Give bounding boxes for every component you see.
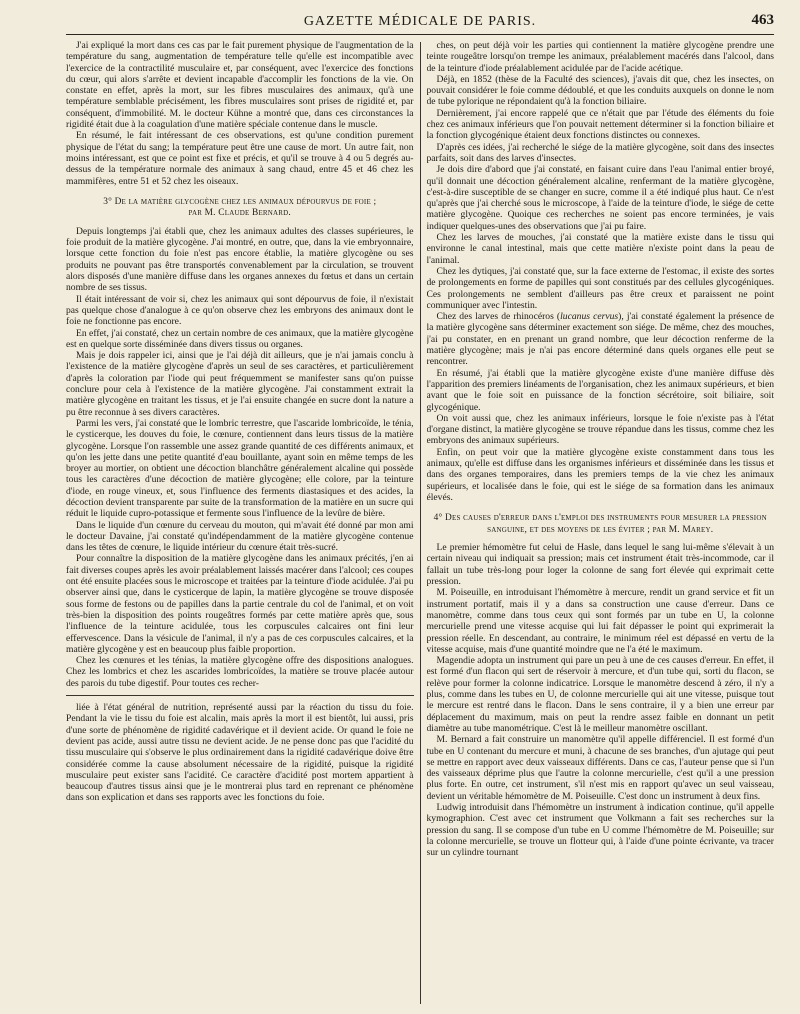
right-column xyxy=(427,40,775,1004)
section-author: par M. Claude Bernard. xyxy=(188,208,291,219)
paragraph: Mais je dois rappeler ici, ainsi que je l'ai déjà dit ailleurs, que je n'ai jamais conclu à l'existence de la matière glycogène d'après un seul de ses caractères, et particulièrement d'après la coloration par l'iode qui peut fréquemment se manifester sans qu'on puisse conclure pour cela à l'existence de la matière glycogène. J'ai constamment extrait la matière glycogène en traitant les tissus, et je l'ai ensuite changée en sucre dont la nature a pu être reconnue à ses divers caractères. xyxy=(66,350,414,418)
running-header xyxy=(66,12,774,35)
paragraph xyxy=(427,311,775,367)
section-heading xyxy=(427,513,775,536)
section-heading xyxy=(66,197,414,220)
text-run: Chez des larves de rhinocéros ( xyxy=(436,311,561,323)
paragraph: Parmi les vers, j'ai constaté que le lombric terrestre, que l'ascaride lombricoïde, le ténia, le cysticerque, les douves du foie, le cœnure, contiennent dans leurs tissus de la matière glycogène. Lorsque l'on rassemble une assez grande quantité de ces différents animaux, et qu'on les jette dans une petite quantité d'eau bouillante, ayant soin en même temps de les broyer au mortier, on obtient une décoction blanchâtre généralement alcaline qui possède tous les caractères d'une décoction de matière glycogène; elle colore, par la teinture d'iode, en rouge vineux, et, sous l'influence des ferments diastasiques et des acides, la décoction devient transparente par suite de la transformation de la matière en un sucre qui réduit le liquide cupro-potassique et fermente sous l'influence de la levûre de bière. xyxy=(66,417,414,520)
text-run: ), j'ai constaté également la présence de la matière glycogène sans déterminer exactement son siége. De même, chez des mouches, j'ai pu constater, en en prenant un grand nombre, que leur décoction renferme de la matière glycogène; mais je n'ai pas encore déterminé dans quels organes elle peut se rencontrer. xyxy=(426,311,774,368)
paragraph: Le premier hémomètre fut celui de Hasle, dans lequel le sang lui-même s'élevait à un certain niveau qui indiquait sa pression; mais cet instrument était très-incommode, car il fallait un tube très-long pour loger la colonne de sang fort élevée qui exprimait cette pression. xyxy=(426,542,774,588)
paragraph: J'ai expliqué la mort dans ces cas par le fait purement physique de l'augmentation de la température du sang, augmentation de température telle qu'elle est incompatible avec l'exercice de la contractilité musculaire et, par conséquent, avec l'exercice des fonctions du cœur, qui alors s'arrête et devient incapable d'accomplir les fonctions de la vie. On constate en effet, après la mort, sur les fibres musculaires des animaux, qu'à une température semblable précisément, les fibres musculaires sont prises de rigidité et, par conséquent, d'immobilité. M. le docteur Kühne a montré que, dans ces circonstances la rigidité était due à la coagulation d'une matière spéciale contenue dans le muscle. xyxy=(66,40,414,131)
paragraph: Magendie adopta un instrument qui pare un peu à une de ces causes d'erreur. En effet, il est formé d'un flacon qui sert de réservoir à mercure, et d'un tube qui, sorti du flacon, se relève pour former la colonne indicatrice. Lorsque le manomètre descend à zéro, il n'y a plus, comme dans les tubes en U, de colonne mercurielle qui ait une vitesse, puisque tout le mercure est rentré dans le flacon. Dans le sens contraire, il y a bien une erreur par déplacement du maximum, mais on peut la rendre assez faible en donnant un petit diamètre au tube manométrique. C'est là le meilleur manomètre oscillant. xyxy=(426,655,774,734)
column-divider xyxy=(420,42,421,1004)
paragraph: Il était intéressant de voir si, chez les animaux qui sont dépourvus de foie, il n'existait pas quelque chose d'analogue à ce qu'on observe chez les embryons des animaux dont le foie ne fonctionne pas encore. xyxy=(66,293,414,328)
paragraph: Pour connaître la disposition de la matière glycogène dans les animaux précités, j'en ai fait diverses coupes après les avoir préalablement laissés macérer dans l'alcool; ces coupes ont été ensuite placées sous le microscope et traitées par la teinture d'iode acidulée. J'ai pu observer ainsi que, dans le cysticerque de lapin, la matière glycogène se trouve disposée sous forme de festons ou de papilles dans la partie centrale du col de l'animal, et on voit très-bien la disposition des points rougeâtres formés par cette matière après que, sous l'influence de la teinture acidulée, tous les corpuscules calcaires ont fini leur effervescence. Dans la vésicule de l'animal, il n'y a pas de ces corpuscules calcaires, et la matière glycogène y est en beaucoup plus faible proportion. xyxy=(66,553,414,655)
paragraph: Depuis longtemps j'ai établi que, chez les animaux adultes des classes supérieures, le foie produit de la matière glycogène. J'ai montré, en outre, que, dans la vie embryonnaire, lorsque cette fonction du foie n'est pas encore établie, la matière glycogène ou ses produits ne pouvant pas être transportés convenablement par la circulation, se trouvent alors disposés d'une manière diffuse dans les organes annexes du fœtus et dans un certain nombre de ses tissus. xyxy=(66,225,414,294)
paragraph: Chez les cœnures et les ténias, la matière glycogène offre des dispositions analogues. Chez les lombrics et chez les ascarides lombricoïdes, la matière se trouve placée autour des parois du tube digestif. Pour toutes ces recher- xyxy=(66,655,414,689)
two-column-body xyxy=(66,40,774,1004)
footnote-divider xyxy=(66,695,414,696)
paragraph: En résumé, j'ai établi que la matière glycogène existe d'une manière diffuse dès l'apparition des premiers linéaments de l'organisation, chez les animaux supérieurs, et bien avant que le foie soit en puissance de la fonction sécrétoire, soit biliaire, soit glycogénique. xyxy=(426,367,774,413)
section-title: 3° De la matière glycogène chez les animaux dépourvus de foie ; xyxy=(103,196,377,207)
paragraph: Enfin, on peut voir que la matière glycogène existe constamment dans tous les animaux, qu'elle est diffuse dans les organismes inférieurs et disséminée dans les tissus et dans des organes temporaires, dans les premiers temps de la vie chez les animaux supérieurs, et localisée dans le foie, qui est le siége de sa formation dans les animaux élevés. xyxy=(426,446,774,503)
paragraph: Chez les dytiques, j'ai constaté que, sur la face externe de l'estomac, il existe des sortes de prolongements en forme de papilles qui sont constitués par des cellules glycogéniques. Ces prolongements ne semblent d'ailleurs pas être creux et paraissent ne point communiquer avec l'intestin. xyxy=(426,265,774,311)
section-title: 4° Des causes d'erreur dans l'emploi des instruments pour mesurer la pression sanguine, et des moyens de les éviter ; par M. Marey. xyxy=(433,513,767,535)
left-column xyxy=(66,40,414,1004)
paragraph: On voit aussi que, chez les animaux inférieurs, lorsque le foie n'existe pas à l'état d'organe distinct, la matière glycogène se trouve répandue dans les tissus, comme chez les embryons des animaux supérieurs. xyxy=(426,412,774,447)
paragraph: En résumé, le fait intéressant de ces observations, est qu'une condition purement physique de l'état du sang; la température peut être une cause de mort. Un autre fait, non moins intéressant, est que ce point est fixe et précis, et qu'il se trouve à 4 ou 5 degrés au-dessus de la température normale des animaux à sang chaud, entre 45 et 46 chez les mammifères, entre 51 et 52 chez les oiseaux. xyxy=(66,130,414,187)
species-name: lucanus cervus xyxy=(560,311,619,323)
footnote: liée à l'état général de nutrition, représenté aussi par la réaction du tissu du foie. Pendant la vie le tissu du foie est alcalin, mais après la mort il est bientôt, lui aussi, pris d'une sorte de phénomène de rigidité cadavérique et il devient acide. Or quand le foie ne devient pas acide, aussi autre tissu ne devient acide. Je ne pense donc pas que l'acidité du tissu musculaire qui s'observe le plus ordinairement dans la rigidité cadavérique doive être considérée comme la cause absolument nécessaire de la rigidité, puisque la rigidité musculaire peut exister sans l'acidité. Ce caractère d'acidité post mortem appartient à beaucoup d'autres tissus ainsi que je le montrerai plus tard en reprenant ce phénomène dans son explication et dans ses rapports avec les fonctions du foie. xyxy=(66,702,414,804)
paragraph: Déjà, en 1852 (thèse de la Faculté des sciences), j'avais dit que, chez les insectes, on pouvait considérer le foie comme dédoublé, et que les conduits auxquels on donne le nom de tube pylorique ne répondaient qu'à la fonction biliaire. xyxy=(426,73,774,108)
paragraph: M. Bernard a fait construire un manomètre qu'il appelle différenciel. Il est formé d'un tube en U contenant du mercure et muni, à chacune de ses branches, d'un ajutage qui peut se mettre en rapport avec deux vaisseaux différents. Dans ce cas, l'auteur pense que si l'un des vaisseaux déprime plus que l'autre la colonne mercurielle, c'est qu'il a une pression plus forte. En outre, cet instrument, s'il n'est mis en rapport qu'avec un seul vaisseau, devient un véritable hémomètre de M. Poiseuille. C'est donc un instrument à deux fins. xyxy=(426,734,774,802)
paragraph: M. Poiseuille, en introduisant l'hémomètre à mercure, rendit un grand service et fit un instrument portatif, mais il y a dans sa construction une cause d'erreur. Dans ce manomètre, comme dans tous ceux qui sont formés par un tube en U, la colonne mercurielle prend une vitesse acquise qui lui fait dépasser le point qui exprimerait la pression réelle. En descendant, au contraire, le minimum réel est dépassé en vertu de la vitesse acquise, mais d'une quantité moindre que ne l'a été le maximum. xyxy=(426,587,774,655)
journal-title: GAZETTE MÉDICALE DE PARIS. xyxy=(303,14,537,29)
paragraph: Je dois dire d'abord que j'ai constaté, en faisant cuire dans l'eau l'animal entier broyé, qu'il donnait une décoction généralement alcaline, renfermant de la matière glycogène, c'est-à-dire susceptible de se changer en sucre, comme il a été indiqué plus haut. Ce n'est qu'après que j'ai cherché sous le microscope, à l'aide de la teinture d'iode, le siége de cette matière glycogène. Quoique ces recherches ne soient pas encore terminées, je vais indiquer quelques-unes des observations que j'ai pu faire. xyxy=(426,164,774,232)
paragraph: Dernièrement, j'ai encore rappelé que ce n'était que par l'étude des éléments du foie chez ces animaux inférieurs que l'on pouvait nettement déterminer si la fonction biliaire et la fonction glycogénique étaient deux fonctions distinctes ou connexes. xyxy=(426,107,774,142)
paragraph: Dans le liquide d'un cœnure du cerveau du mouton, qui m'avait été donné par mon ami le docteur Davaine, j'ai constaté qu'indépendamment de la matière glycogène contenue dans les têtes de cœnure, le liquide intérieur du cœnure était très-sucré. xyxy=(66,519,414,554)
paragraph: ches, on peut déjà voir les parties qui contiennent la matière glycogène prendre une teinte rougeâtre lorsqu'on trempe les animaux, préalablement macérés dans l'alcool, dans de la teinture d'iode préalablement acidulée par de l'acide acétique. xyxy=(426,40,774,74)
paragraph: En effet, j'ai constaté, chez un certain nombre de ces animaux, que la matière glycogène est en quelque sorte disséminée dans divers tissus ou organes. xyxy=(66,327,414,350)
page-number: 463 xyxy=(751,12,774,28)
paragraph: Chez les larves de mouches, j'ai constaté que la matière existe dans le tissu qui environne le canal intestinal, mais que cette matière n'existe point dans la peau de l'animal. xyxy=(426,232,774,266)
paragraph: Ludwig introduisit dans l'hémomètre un instrument à indication continue, qu'il appelle kymographion. C'est avec cet instrument que Volkmann a fait ses recherches sur la pression du sang. Il se compose d'un tube en U comme l'hémomètre de M. Poiseuille; sur la colonne mercurielle, se trouve un flotteur qui, à l'aide d'une pointe écrivante, va tracer sur un cylindre tournant xyxy=(426,802,774,859)
paragraph: D'après ces idées, j'ai recherché le siége de la matière glycogène, soit dans des insectes parfaits, soit dans des larves d'insectes. xyxy=(426,141,774,164)
